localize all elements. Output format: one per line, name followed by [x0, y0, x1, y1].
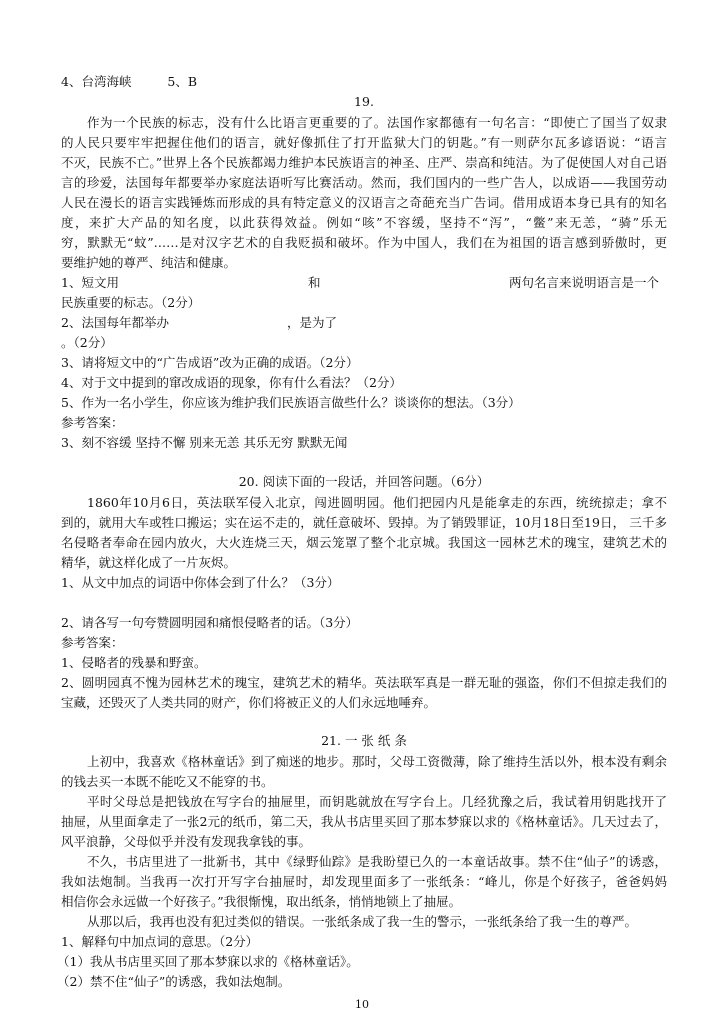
s19-para-line-5: 人民在漫长的语言实践锤炼而形成的具有特定意义的汉语言之奇葩充当广告词。借用成语本身已具有的知名 [61, 195, 667, 210]
s21-question-1-item-2: （2）禁不住“仙子”的诱惑，我如法炮制。 [57, 974, 291, 989]
s21-para-line-5: 风平浪静，父母似乎并没有发现我拿钱的事。 [61, 834, 312, 849]
s19-para-line-4: 言的珍爱，法国每年都要举办家庭法语听写比赛活动。然而，我们国内的一些广告人，以成语——我国劳动 [61, 175, 667, 190]
s19-para-line-7: 穷，默默无“蚊”……是对汉字艺术的自我贬损和破坏。作为中国人，我们在为祖国的语言感到骄傲时，更 [61, 235, 667, 250]
q1-part-b: 和 [308, 275, 321, 290]
answer-4: 4、台湾海峡 [61, 74, 132, 89]
s20-para-line-4: 精华，就这样化成了一片灰烬。 [61, 555, 237, 570]
s21-question-1: 1、解释句中加点词的意思。（2分） [61, 934, 259, 949]
s19-para-line-3: 不灭，民族不亡。”世界上各个民族都竭力维护本民族语言的神圣、庄严、崇高和纯洁。为了促使国人对自己语 [61, 155, 667, 170]
s20-para-line-3: 名侵略者奉命在园内放火，大火连烧三天，烟云笼罩了整个北京城。我国这一园林艺术的瑰宝，建筑艺术的 [61, 535, 667, 550]
section-19-title: 19. [354, 94, 374, 109]
answer-5: 5、B [167, 74, 198, 89]
s19-question-5: 5、作为一名小学生，你应该为维护我们民族语言做些什么？谈谈你的想法。（3分） [61, 395, 521, 410]
s21-para-line-9: 从那以后，我再也没有犯过类似的错误。一张纸条成了我一生的警示，一张纸条给了我一生的尊严。 [87, 914, 638, 929]
q2-part-b: ，是为了 [287, 315, 338, 330]
s19-question-2 [61, 313, 667, 333]
s19-question-1-cont: 民族重要的标志。（2分） [61, 295, 201, 310]
s19-question-4: 4、对于文中提到的窜改成语的现象，你有什么看法？（2分） [61, 375, 402, 390]
section-21-title: 21. 一 张 纸 条 [321, 733, 407, 748]
q2-part-a: 2、法国每年都举办 [61, 315, 169, 330]
s20-answer-2-line-1: 2、圆明园真不愧为园林艺术的瑰宝，建筑艺术的精华。英法联军真是一群无耻的强盗，你们不但掠走我们的 [61, 675, 667, 690]
s21-para-line-4: 抽屉，从里面拿走了一张2元的纸币，第二天，我从书店里买回了那本梦寐以求的《格林童话》。几天过去了， [61, 814, 667, 829]
s19-question-1 [61, 273, 667, 293]
s21-para-line-7: 我如法炮制。当我再一次打开写字台抽屉时，却发现里面多了一张纸条：“峰儿，你是个好孩子，爸爸妈妈 [61, 874, 667, 889]
s20-question-1: 1、从文中加点的词语中你体会到了什么？（3分） [61, 575, 340, 590]
s19-para-line-6: 度，来扩大产品的知名度，以此获得效益。例如“咳”不容缓，坚持不“泻”，“鳖”来无恙，“骑”乐无 [61, 215, 667, 230]
s21-para-line-2: 的钱去买一本既不能吃又不能穿的书。 [61, 774, 274, 789]
s21-question-1-item-1: （1）我从书店里买回了那本梦寐以求的《格林童话》。 [57, 954, 359, 969]
s19-para-line-2: 的人民只要牢牢把握住他们的语言，就好像抓住了打开监狱大门的钥匙。”有一则萨尔瓦多谚语说：“语言 [61, 135, 667, 150]
q1-part-a: 1、短文用 [61, 275, 119, 290]
s20-answer-1: 1、侵略者的残暴和野蛮。 [61, 655, 207, 670]
s19-question-2-cont: 。（2分） [61, 335, 113, 350]
s21-para-line-6: 不久，书店里进了一批新书，其中《绿野仙踪》是我盼望已久的一本童话故事。禁不住“仙子”的诱惑， [87, 854, 667, 869]
s21-para-line-1: 上初中，我喜欢《格林童话》到了痴迷的地步。那时，父母工资微薄，除了维持生活以外，根本没有剩余 [87, 754, 667, 769]
s19-question-3: 3、请将短文中的“广告成语”改为正确的成语。（2分） [61, 355, 359, 370]
s19-answer-label: 参考答案： [61, 415, 124, 430]
prev-answers-line [61, 72, 667, 92]
s20-para-line-2: 到的，就用大车或牲口搬运；实在运不走的，就任意破坏、毁掉。为了销毁罪证，10月18日至19日， 三千多 [61, 515, 667, 530]
s19-answer-3: 3、刻不容缓 坚持不懈 别来无恙 其乐无穷 默默无闻 [61, 435, 348, 450]
s21-para-line-8: 相信你会永远做一个好孩子。”我很惭愧，取出纸条，悄悄地锁上了抽屉。 [61, 894, 462, 909]
s20-para-line-1: 1860年10月6日，英法联军侵入北京，闯进圆明园。他们把园内凡是能拿走的东西，统统掠走；拿不 [87, 495, 667, 510]
s21-para-line-3: 平时父母总是把钱放在写字台的抽屉里，而钥匙就放在写字台上。几经犹豫之后，我试着用钥匙找开了 [87, 794, 667, 809]
s19-para-line-1: 作为一个民族的标志，没有什么比语言更重要的了。法国作家都德有一句名言：“即使亡了国当了奴隶 [87, 115, 667, 130]
page-number: 10 [355, 998, 369, 1011]
section-20-title: 20. 阅读下面的一段话，并回答问题。（6分） [238, 474, 490, 489]
s20-answer-label: 参考答案： [61, 635, 124, 650]
s19-para-line-8: 要维护她的尊严、纯洁和健康。 [61, 255, 237, 270]
q1-part-c: 两句名言来说明语言是一个 [509, 275, 660, 290]
s20-answer-2-line-2: 宝藏，还毁灭了人类共同的财产，你们将被正义的人们永远地唾弃。 [61, 695, 437, 710]
s20-question-2: 2、请各写一句夸赞圆明园和痛恨侵略者的话。（3分） [61, 615, 359, 630]
